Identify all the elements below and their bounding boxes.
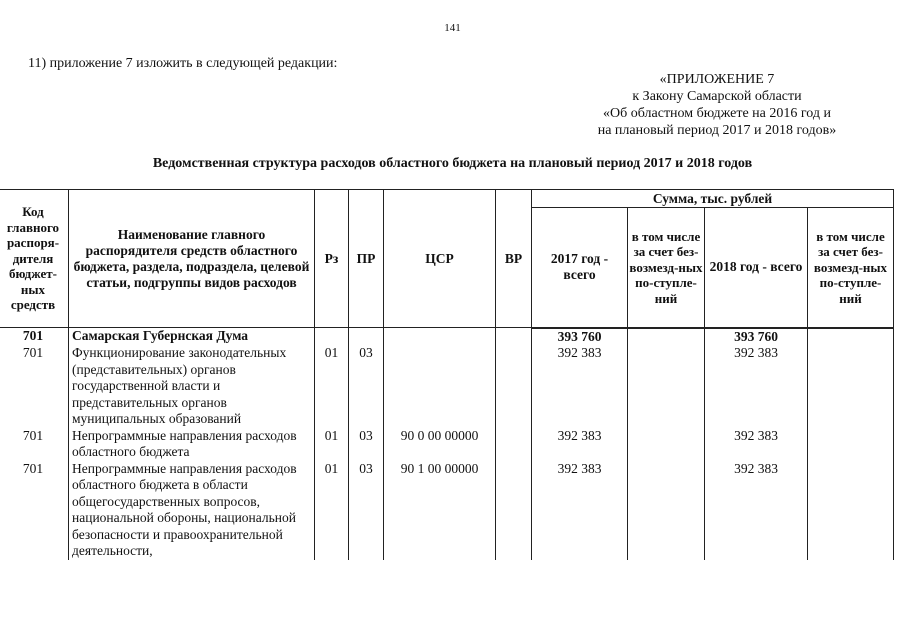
cell-rz: 01 bbox=[315, 461, 349, 560]
cell-pr: 03 bbox=[349, 461, 384, 560]
cell-2018-total: 392 383 bbox=[705, 428, 808, 461]
cell-code: 701 bbox=[0, 428, 69, 461]
document-title: Ведомственная структура расходов областного бюджета на плановый период 2017 и 2018 годов bbox=[152, 156, 753, 171]
cell-2017-free bbox=[628, 428, 705, 461]
cell-2017-total: 393 760 bbox=[532, 328, 628, 346]
cell-name: Непрограммные направления расходов областного бюджета в области общегосударственных вопросов, национальной обороны, национальной безопасности и правоохранительной деятельности, bbox=[69, 461, 315, 560]
cell-vr bbox=[496, 345, 532, 428]
cell-csr bbox=[384, 345, 496, 428]
header-csr: ЦСР bbox=[384, 190, 496, 328]
cell-2018-total: 392 383 bbox=[705, 345, 808, 428]
appendix-heading bbox=[557, 71, 877, 139]
cell-2017-free bbox=[628, 345, 705, 428]
cell-pr: 03 bbox=[349, 345, 384, 428]
header-vr: ВР bbox=[496, 190, 532, 328]
appendix-line-3: «Об областном бюджете на 2016 год и bbox=[603, 106, 831, 121]
header-sum: Сумма, тыс. рублей bbox=[532, 190, 894, 208]
cell-rz bbox=[315, 328, 349, 346]
cell-2018-free bbox=[808, 428, 894, 461]
header-name: Наименование главного распорядителя средств областного бюджета, раздела, подраздела, целевой статьи, подгруппы видов расходов bbox=[69, 190, 315, 328]
table-row bbox=[0, 428, 894, 461]
cell-2017-free bbox=[628, 328, 705, 346]
cell-name: Непрограммные направления расходов областного бюджета bbox=[69, 428, 315, 461]
table-row bbox=[0, 345, 894, 428]
cell-2018-free bbox=[808, 345, 894, 428]
page-number: 141 bbox=[444, 22, 461, 34]
cell-name: Функционирование законодательных (представительных) органов государственной власти и представительных органов муниципальных образований bbox=[69, 345, 315, 428]
cell-csr: 90 1 00 00000 bbox=[384, 461, 496, 560]
appendix-line-2: к Закону Самарской области bbox=[632, 89, 802, 104]
table-row bbox=[0, 461, 894, 560]
appendix-line-4: на плановый период 2017 и 2018 годов» bbox=[597, 123, 837, 138]
header-2018-free: в том числе за счет без-возмезд-ных по-ступле-ний bbox=[808, 208, 894, 328]
header-pr: ПР bbox=[349, 190, 384, 328]
header-rz: Рз bbox=[315, 190, 349, 328]
cell-2018-total: 393 760 bbox=[705, 328, 808, 346]
cell-vr bbox=[496, 461, 532, 560]
cell-name: Самарская Губернская Дума bbox=[69, 328, 315, 346]
cell-code: 701 bbox=[0, 328, 69, 346]
appendix-line-1: «ПРИЛОЖЕНИЕ 7 bbox=[659, 72, 775, 87]
cell-pr: 03 bbox=[349, 428, 384, 461]
cell-2017-total: 392 383 bbox=[532, 428, 628, 461]
cell-vr bbox=[496, 328, 532, 346]
cell-rz: 01 bbox=[315, 428, 349, 461]
cell-2018-free bbox=[808, 461, 894, 560]
header-2017-free: в том числе за счет без-возмезд-ных по-ступле-ний bbox=[628, 208, 705, 328]
cell-csr bbox=[384, 328, 496, 346]
cell-code: 701 bbox=[0, 461, 69, 560]
cell-rz: 01 bbox=[315, 345, 349, 428]
cell-code: 701 bbox=[0, 345, 69, 428]
cell-vr bbox=[496, 428, 532, 461]
cell-2018-total: 392 383 bbox=[705, 461, 808, 560]
header-2018-total: 2018 год - всего bbox=[705, 208, 808, 328]
cell-pr bbox=[349, 328, 384, 346]
table-row bbox=[0, 328, 894, 346]
intro-text: 11) приложение 7 изложить в следующей редакции: bbox=[28, 56, 338, 71]
cell-2017-total: 392 383 bbox=[532, 345, 628, 428]
cell-2017-total: 392 383 bbox=[532, 461, 628, 560]
budget-table bbox=[0, 189, 894, 560]
cell-csr: 90 0 00 00000 bbox=[384, 428, 496, 461]
cell-2018-free bbox=[808, 328, 894, 346]
header-2017-total: 2017 год - всего bbox=[532, 208, 628, 328]
header-code: Код главного распоря-дителя бюджет-ных средств bbox=[0, 190, 69, 328]
cell-2017-free bbox=[628, 461, 705, 560]
